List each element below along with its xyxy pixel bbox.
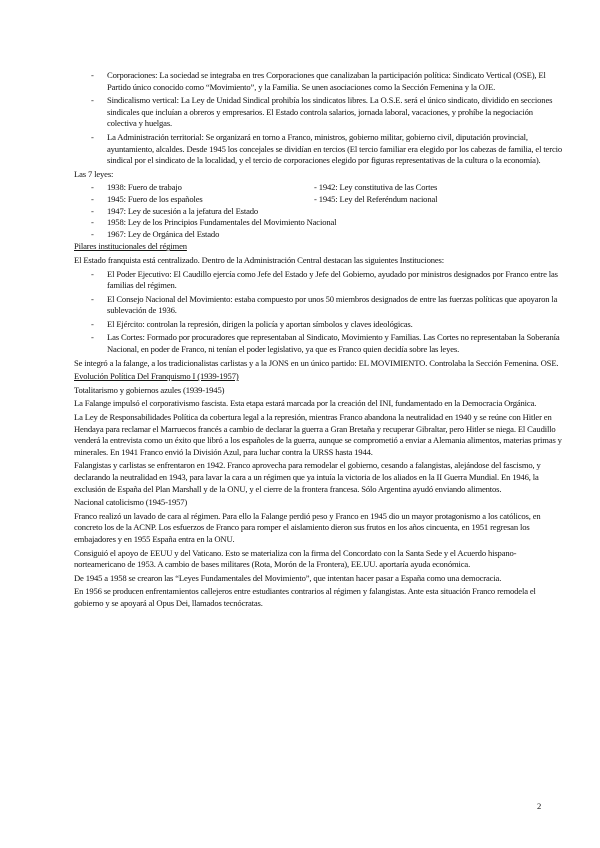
law-entry: - 1945: Fuero de los españoles (107, 193, 203, 204)
movement-paragraph: Se integró a la falange, a los tradicionalistas carlistas y a la JONS en un único partido: EL MOVIMIENTO. Controlaba la Sección Femenina. OSE. (74, 357, 559, 368)
list-item: - Corporaciones: La sociedad se integraba en tres Corporaciones que canalizaban la participación política: Sindicato Vertical (OSE), El Partido único conocido como “Movimiento”, y la Familia. Se unen asociaciones como la Sección Femenina y la OJE. (74, 70, 564, 93)
list-item: - 1947: Ley de sucesión a la jefatura del Estado (74, 206, 564, 218)
paragraph: La Falange impulsó el corporativismo fascista. Esta etapa estará marcada por la creación del INI, fundamentado en la Democracia Orgánica. (74, 398, 537, 409)
list-item: - El Ejército: controlan la represión, dirigen la policía y aportan símbolos y claves ideológicas. (74, 319, 564, 331)
paragraph: En 1956 se producen enfrentamientos callejeros entre estudiantes contrarios al régimen y falangistas. Ante esta situación Franco remodela el gobierno y se apoyará al Opus Dei, llamados tecnócratas. (74, 586, 536, 608)
law-entry: - 1945: Ley del Referéndum nacional (314, 193, 438, 204)
paragraph: Falangistas y carlistas se enfrentaron en 1942. Franco aprovecha para remodelar el gobierno, cesando a falangistas, alejándose del fascismo, y declarando la neutralidad en 1943, para lavar la cara a un régimen que ya intuía la victoria de los aliados en la II Guerra Mundial. En 1946, la exclusión de España del Plan Marshall y de la ONU, y el cierre de la frontera francesa. Sólo Argentina ayudó enviando alimentos. (74, 460, 541, 494)
list-item (74, 194, 564, 206)
law-entry: - 1942: Ley constitutiva de las Cortes (314, 182, 438, 193)
law-entry: - 1938: Fuero de trabajo (107, 182, 182, 193)
paragraph: La Ley de Responsabilidades Política da cobertura legal a la represión, mientras Franco abandona la neutralidad en 1940 y se reúne con Hitler en Hendaya para reclamar el Marruecos francés a cambio de declarar la guerra a Gran Bretaña y recuperar Gibraltar, pero Hitler se niega. El Caudillo venderá la entrevista como un éxito que libró a los españoles de la guerra, aunque se comprometió a enviar a Alemania alimentos, materias primas y minerales. En 1941 Franco envió la División Azul, para luchar contra la URSS hasta 1944. (74, 412, 562, 457)
pillars-heading: Pilares institucionales del régimen (74, 241, 187, 252)
pillars-intro: El Estado franquista está centralizado. Dentro de la Administración Central destacan las siguientes Instituciones: (74, 254, 444, 265)
list-item: - El Poder Ejecutivo: El Caudillo ejercía como Jefe del Estado y Jefe del Gobierno, ayudado por ministros designados por Franco entre las familias del régimen. (74, 269, 564, 292)
list-item: - 1958: Ley de los Principios Fundamentales del Movimiento Nacional (74, 217, 564, 229)
evolution-heading: Evolución Política Del Franquismo I (1939-1957) (74, 371, 239, 382)
subheading-nacional-catolicismo: Nacional catolicismo (1945-1957) (74, 497, 188, 508)
list-item: - 1967: Ley de Orgánica del Estado (74, 229, 564, 241)
list-item: - Las Cortes: Formado por procuradores que representaban al Sindicato, Movimiento y Familias. Las Cortes no representaban la Soberanía Nacional, en poder de Franco, ni tenían el poder legislativo, ya que es Franco quien decidía sobre las leyes. (74, 332, 564, 355)
subheading-totalitarismo: Totalitarismo y gobiernos azules (1939-1945) (74, 384, 225, 395)
list-item: - La Administración territorial: Se organizará en torno a Franco, ministros, gobierno militar, gobierno civil, diputación provincial, ayuntamiento, alcaldes. Desde 1945 los concejales se dividían en tercios (El tercio familiar era elegido por los cabezas de familia, el tercio sindical por el sindicato de la localidad, y el tercio de corporaciones elegido por figuras representativas de la cultura o la economía). (74, 132, 564, 167)
intro-bullet-list (74, 70, 564, 167)
document-body (74, 70, 564, 612)
pillars-bullet-list (74, 269, 564, 356)
list-item (74, 182, 564, 194)
list-item: - Sindicalismo vertical: La Ley de Unidad Sindical prohibía los sindicatos libres. La O.S.E. será el único sindicato, dividido en secciones sindicales que incluían a obreros y empresarios. El Estado controla salarios, jornada laboral, vacaciones, y prohíbe la negociación colectiva y huelgas. (74, 95, 564, 130)
paragraph: De 1945 a 1958 se crearon las “Leyes Fundamentales del Movimiento”, que intentan hacer pasar a España como una democracia. (74, 572, 502, 583)
paragraph: Franco realizó un lavado de cara al régimen. Para ello la Falange perdió peso y Franco en 1945 dio un mayor protagonismo a los católicos, en concreto los de la ACNP. Los esfuerzos de Franco para romper el aislamiento dieron sus frutos en los años cincuenta, en 1951 regresan los embajadores y en 1955 España entra en la ONU. (74, 510, 541, 544)
laws-list (74, 182, 564, 240)
page-number: 2 (537, 801, 542, 811)
list-item: - El Consejo Nacional del Movimiento: estaba compuesto por unos 50 miembros designados de entre las fuerzas políticas que apoyaron la sublevación de 1936. (74, 294, 564, 317)
paragraph: Consiguió el apoyo de EEUU y del Vaticano. Esto se materializa con la firma del Concordato con la Santa Sede y el Acuerdo hispano-norteamericano de 1953. A cambio de bases militares (Rota, Morón de la Frontera), EE.UU. aportaría ayuda económica. (74, 547, 517, 570)
laws-heading: Las 7 leyes: (74, 168, 114, 179)
